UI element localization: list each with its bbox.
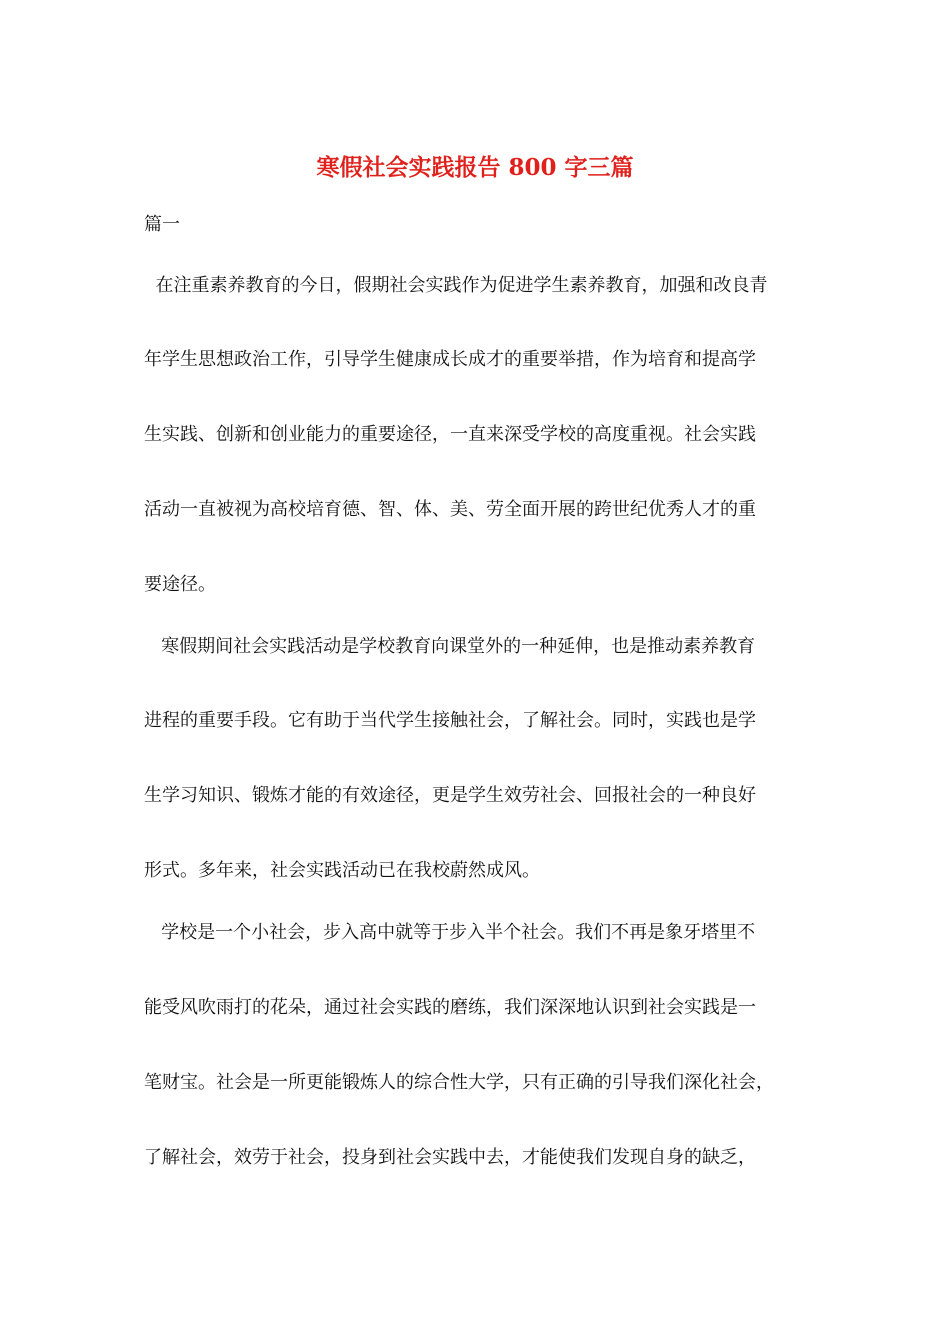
paragraph-line: 生学习知识、锻炼才能的有效途径，更是学生效劳社会、回报社会的一种良好 — [144, 785, 756, 806]
paragraph-line: 了解社会，效劳于社会，投身到社会实践中去，才能使我们发现自身的缺乏， — [144, 1147, 756, 1168]
paragraph-line: 寒假期间社会实践活动是学校教育向课堂外的一种延伸，也是推动素养教育 — [144, 636, 756, 657]
paragraph-line: 年学生思想政治工作，引导学生健康成长成才的重要举措，作为培育和提高学 — [144, 349, 756, 370]
paragraph-line: 能受风吹雨打的花朵，通过社会实践的磨练，我们深深地认识到社会实践是一 — [144, 997, 756, 1018]
paragraph-line: 要途径。 — [144, 574, 216, 595]
document-title: 寒假社会实践报告 800 字三篇 — [316, 154, 634, 181]
paragraph-line: 在注重素养教育的今日，假期社会实践作为促进学生素养教育，加强和改良青 — [144, 275, 768, 296]
section-label: 篇一 — [144, 214, 180, 235]
paragraph-line: 形式。多年来，社会实践活动已在我校蔚然成风。 — [144, 860, 540, 881]
paragraph-line: 进程的重要手段。它有助于当代学生接触社会，了解社会。同时，实践也是学 — [144, 710, 756, 731]
paragraph-line: 生实践、创新和创业能力的重要途径，一直来深受学校的高度重视。社会实践 — [144, 424, 756, 445]
paragraph-line: 活动一直被视为高校培育德、智、体、美、劳全面开展的跨世纪优秀人才的重 — [144, 499, 756, 520]
paragraph-line: 学校是一个小社会，步入高中就等于步入半个社会。我们不再是象牙塔里不 — [144, 922, 756, 943]
paragraph-line: 笔财宝。社会是一所更能锻炼人的综合性大学，只有正确的引导我们深化社会， — [144, 1072, 774, 1093]
